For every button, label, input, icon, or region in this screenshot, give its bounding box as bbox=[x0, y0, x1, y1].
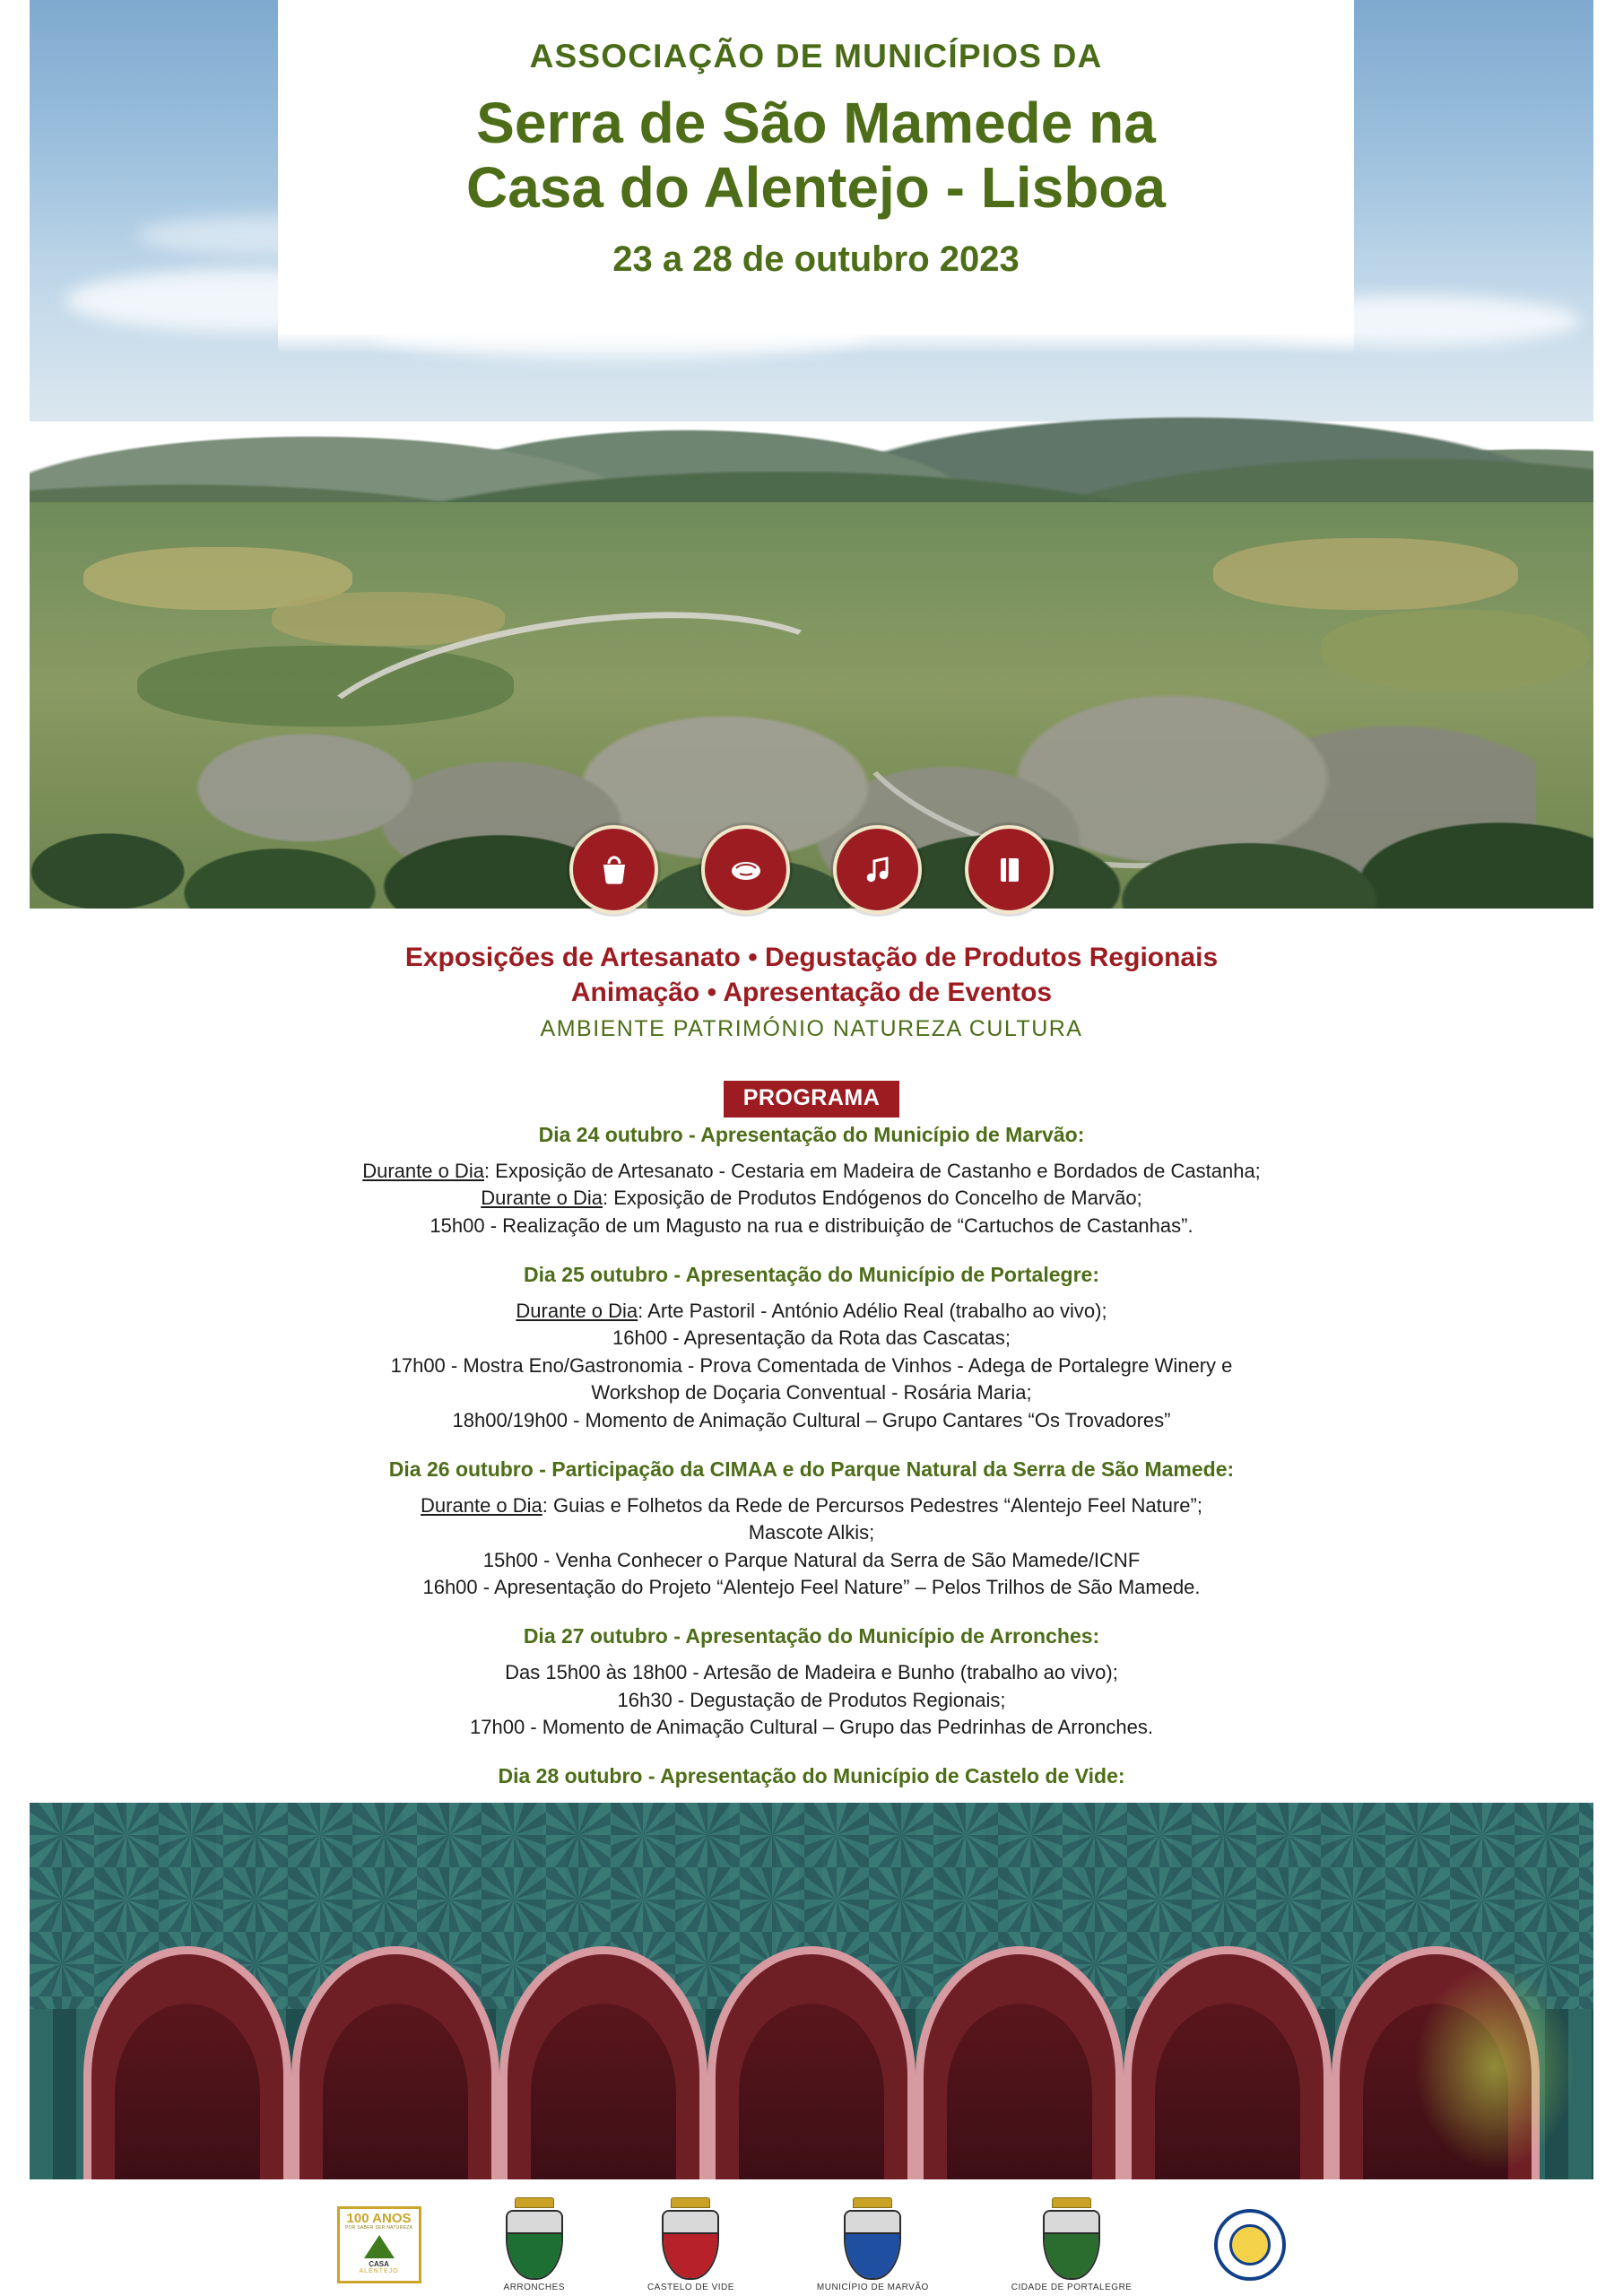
program-entry bbox=[126, 1407, 1497, 1434]
program-day-heading: Dia 27 outubro - Apresentação do Município de Arronches: bbox=[523, 1624, 1100, 1648]
cimaa-inner-disc bbox=[1229, 2224, 1271, 2266]
subtitle-line-2: Animação • Apresentação de Eventos bbox=[570, 978, 1053, 1007]
program-entry bbox=[126, 1298, 1497, 1325]
program-entry bbox=[126, 1687, 1497, 1714]
arch bbox=[916, 1946, 1124, 2179]
casa-name-line-2: ALENTEJO bbox=[359, 2268, 399, 2274]
program-entry-lead: Durante o Dia bbox=[421, 1493, 542, 1517]
portalegre-crest bbox=[1011, 2197, 1133, 2292]
program-entry bbox=[126, 1492, 1497, 1519]
casa-anos-label: 100 ANOS bbox=[346, 2211, 412, 2226]
program-entry bbox=[126, 1379, 1497, 1406]
mural-crown-icon bbox=[515, 2197, 554, 2208]
mural-crown-icon bbox=[853, 2197, 892, 2208]
program-entry bbox=[126, 1158, 1497, 1185]
program-day-heading: Dia 28 outubro - Apresentação do Município de Castelo de Vide: bbox=[498, 1764, 1125, 1788]
basket-icon bbox=[569, 825, 658, 914]
arch bbox=[83, 1946, 291, 2179]
mural-crown-icon bbox=[671, 2197, 710, 2208]
title-line-1: Serra de São Mamede na bbox=[476, 91, 1156, 155]
program-entry bbox=[126, 1325, 1497, 1352]
marvao-crest bbox=[817, 2197, 929, 2292]
program-entry-lead: Durante o Dia bbox=[516, 1300, 638, 1323]
program-entry-lead: Durante o Dia bbox=[362, 1160, 484, 1182]
shield-chief bbox=[508, 2212, 561, 2234]
moorish-arches bbox=[30, 1910, 1593, 2179]
casa-sub-label: POR SABER SER NATUREZA bbox=[344, 2225, 413, 2231]
mural-crown-icon bbox=[1052, 2197, 1091, 2208]
light-glow bbox=[1414, 1964, 1575, 2170]
shield-field bbox=[1045, 2234, 1098, 2278]
shield-icon bbox=[844, 2210, 901, 2280]
program-entry bbox=[126, 1185, 1497, 1212]
casa-do-alentejo-mark bbox=[337, 2206, 421, 2283]
shield-icon bbox=[1043, 2210, 1100, 2280]
castelo-de-vide-crest bbox=[647, 2197, 734, 2292]
arch bbox=[707, 1946, 916, 2179]
program-entry-text: : Exposição de Artesanato - Cestaria em Madeira de Castanho e Bordados de Castanha; bbox=[483, 1160, 1261, 1182]
program-day-heading: Dia 26 outubro - Participação da CIMAA e do Parque Natural da Serra de São Mamede: bbox=[388, 1457, 1235, 1481]
title-line-2: Casa do Alentejo - Lisboa bbox=[466, 154, 1166, 220]
program-entry-text: 16h00 - Apresentação da Rota das Cascatas; bbox=[612, 1326, 1011, 1350]
programa-badge-wrap bbox=[0, 1081, 1623, 1118]
shield-icon bbox=[506, 2210, 563, 2280]
theme-keywords: AMBIENTE PATRIMÓNIO NATUREZA CULTURA bbox=[540, 1016, 1083, 1041]
shield-chief bbox=[846, 2212, 899, 2234]
program-entry-text: 18h00/19h00 - Momento de Animação Cultural – Grupo Cantares “Os Trovadores” bbox=[452, 1408, 1171, 1431]
shield-field bbox=[508, 2234, 561, 2278]
program-entry-text: 15h00 - Venha Conhecer o Parque Natural da Serra de São Mamede/ICNF bbox=[482, 1548, 1141, 1571]
program-day-heading: Dia 25 outubro - Apresentação do Município de Portalegre: bbox=[524, 1263, 1099, 1287]
program-entry bbox=[126, 1213, 1497, 1239]
program-entry-text: 15h00 - Realização de um Magusto na rua e distribuição de “Cartuchos de Castanhas”. bbox=[430, 1213, 1193, 1237]
icon-badge-row bbox=[0, 825, 1623, 914]
program-entry-text: : Exposição de Produtos Endógenos do Concelho de Marvão; bbox=[603, 1187, 1142, 1210]
cimaa-logo bbox=[1214, 2209, 1286, 2281]
program-entry bbox=[126, 1519, 1497, 1546]
program-entry bbox=[126, 1659, 1497, 1686]
arch bbox=[291, 1946, 499, 2179]
program-entry-text: Workshop de Doçaria Conventual - Rosária Maria; bbox=[591, 1381, 1032, 1405]
program-entry-text: 16h00 - Apresentação do Projeto “Alentejo Feel Nature” – Pelos Trilhos de São Mamede. bbox=[422, 1575, 1201, 1598]
program-entry-text: 16h30 - Degustação de Produtos Regionais; bbox=[617, 1688, 1006, 1711]
program-entry-text: Das 15h00 às 18h00 - Artesão de Madeira e Bunho (trabalho ao vivo); bbox=[505, 1661, 1118, 1684]
shield-chief bbox=[664, 2212, 717, 2234]
program-entry bbox=[126, 1547, 1497, 1574]
program-entry-text: : Arte Pastoril - António Adélio Real (trabalho ao vivo); bbox=[638, 1300, 1107, 1323]
cimaa-mark bbox=[1214, 2209, 1286, 2281]
crest-caption: CASTELO DE VIDE bbox=[647, 2283, 734, 2292]
casa-name-line-1: CASA bbox=[369, 2260, 389, 2268]
title-card-shadow bbox=[278, 335, 1354, 354]
program-entry-text: Mascote Alkis; bbox=[748, 1521, 875, 1544]
program-entry bbox=[126, 1714, 1497, 1741]
bread-icon bbox=[701, 825, 790, 914]
shield-field bbox=[846, 2234, 899, 2278]
title-card bbox=[278, 0, 1354, 335]
shield-chief bbox=[1045, 2212, 1098, 2234]
casa-do-alentejo-interior-photo bbox=[30, 1803, 1593, 2179]
subtitle-block bbox=[0, 940, 1623, 1042]
program-entry-text: 17h00 - Mostra Eno/Gastronomia - Prova Comentada de Vinhos - Adega de Portalegre Winery e bbox=[390, 1353, 1233, 1377]
program-entry bbox=[126, 1352, 1497, 1379]
programa-badge: PROGRAMA bbox=[724, 1081, 900, 1118]
music-note-icon bbox=[833, 825, 922, 914]
program-entry bbox=[126, 1574, 1497, 1601]
program-entry-text: 17h00 - Momento de Animação Cultural – Grupo das Pedrinhas de Arronches. bbox=[470, 1716, 1153, 1739]
arronches-crest bbox=[504, 2197, 565, 2292]
book-icon bbox=[965, 825, 1054, 914]
program-list bbox=[126, 1123, 1497, 1854]
crest-caption: ARRONCHES bbox=[503, 2283, 565, 2292]
sponsor-logo-bar bbox=[0, 2197, 1623, 2292]
shield-icon bbox=[662, 2210, 719, 2280]
program-day-heading: Dia 24 outubro - Apresentação do Município de Marvão: bbox=[538, 1123, 1085, 1146]
kicker-text: ASSOCIAÇÃO DE MUNICÍPIOS DA bbox=[529, 38, 1103, 74]
program-entry-lead: Durante o Dia bbox=[481, 1187, 603, 1210]
crest-caption: CIDADE DE PORTALEGRE bbox=[1011, 2283, 1133, 2292]
shield-field bbox=[664, 2234, 717, 2278]
program-entry-text: : Guias e Folhetos da Rede de Percursos Pedestres “Alentejo Feel Nature”; bbox=[542, 1493, 1202, 1517]
arch bbox=[499, 1946, 707, 2179]
arch bbox=[1124, 1946, 1332, 2179]
subtitle-line-1: Exposições de Artesanato • Degustação de Produtos Regionais bbox=[404, 943, 1219, 972]
casa-do-alentejo-logo bbox=[337, 2206, 421, 2283]
crest-caption: MUNICÍPIO DE MARVÃO bbox=[816, 2283, 929, 2292]
event-dates: 23 a 28 de outubro 2023 bbox=[612, 239, 1020, 280]
page-title bbox=[278, 91, 1354, 220]
tree-icon bbox=[364, 2235, 395, 2258]
